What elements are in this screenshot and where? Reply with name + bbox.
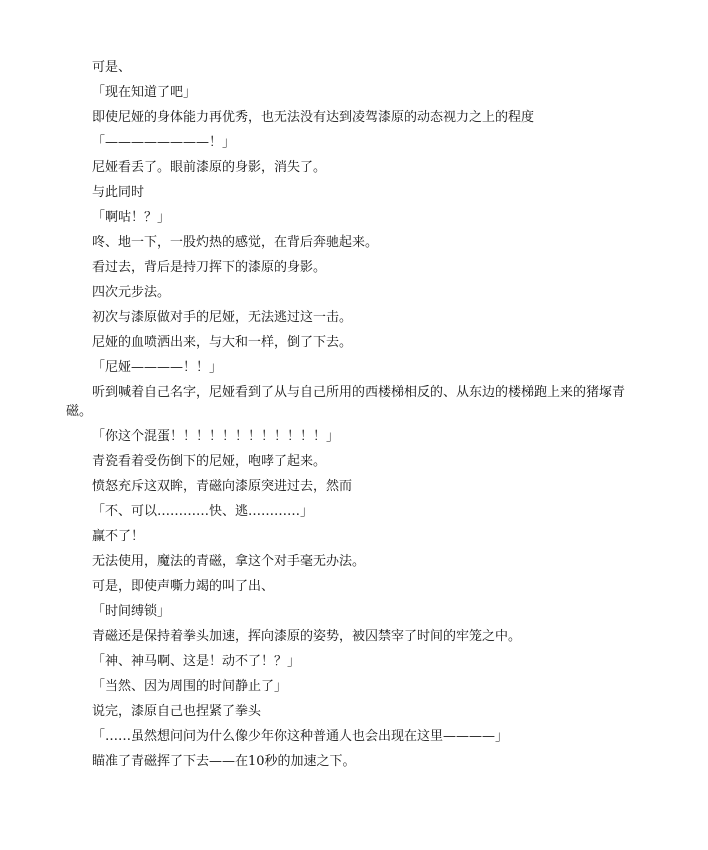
paragraph: 看过去，背后是持刀挥下的漆原的身影。	[92, 260, 327, 275]
paragraph: 说完，漆原自己也捏紧了拳头	[92, 704, 262, 719]
paragraph: 赢不了！	[92, 529, 145, 544]
paragraph: 「啊咕！？」	[92, 210, 171, 225]
paragraph: 无法使用，魔法的青磁，拿这个对手毫无办法。	[92, 554, 366, 569]
paragraph: 即使尼娅的身体能力再优秀，也无法没有达到凌驾漆原的动态视力之上的程度	[92, 110, 535, 125]
paragraph: 咚、地一下，一股灼热的感觉，在背后奔驰起来。	[92, 235, 379, 250]
paragraph: 青瓷看着受伤倒下的尼娅，咆哮了起来。	[92, 454, 327, 469]
paragraph: 「现在知道了吧」	[92, 85, 197, 100]
document-body	[66, 58, 636, 777]
paragraph: 「你这个混蛋！！！！！！！！！！！！」	[92, 429, 340, 444]
paragraph: 愤怒充斥这双眸，青磁向漆原突进过去，然而	[92, 479, 353, 494]
paragraph: 「当然、因为周围的时间静止了」	[92, 679, 288, 694]
paragraph: 「神、神马啊、这是！动不了！？」	[92, 654, 301, 669]
paragraph: 瞄准了青磁挥了下去——在10秒的加速之下。	[92, 754, 356, 769]
paragraph: 「时间缚锁」	[92, 604, 171, 619]
paragraph: 与此同时	[92, 185, 145, 200]
paragraph: 四次元步法。	[92, 285, 171, 300]
paragraph: 「————————！」	[92, 135, 236, 150]
paragraph: 听到喊着自己名字，尼娅看到了从与自己所用的西楼梯相反的、从东边的楼梯跑上来的猪塚青磁。	[66, 385, 626, 419]
paragraph: 尼娅的血喷洒出来，与大和一样，倒了下去。	[92, 335, 353, 350]
paragraph: 可是，即使声嘶力竭的叫了出、	[92, 579, 275, 594]
paragraph: 可是、	[92, 60, 132, 75]
paragraph: 「……虽然想问问为什么像少年你这种普通人也会出现在这里————」	[92, 729, 509, 744]
paragraph: 尼娅看丢了。眼前漆原的身影，消失了。	[92, 160, 327, 175]
paragraph: 「不、可以…………快、逃…………」	[92, 504, 314, 519]
paragraph: 「尼娅————！！」	[92, 360, 223, 375]
paragraph: 青磁还是保持着拳头加速，挥向漆原的姿势，被囚禁宰了时间的牢笼之中。	[92, 629, 522, 644]
paragraph: 初次与漆原做对手的尼娅，无法逃过这一击。	[92, 310, 353, 325]
